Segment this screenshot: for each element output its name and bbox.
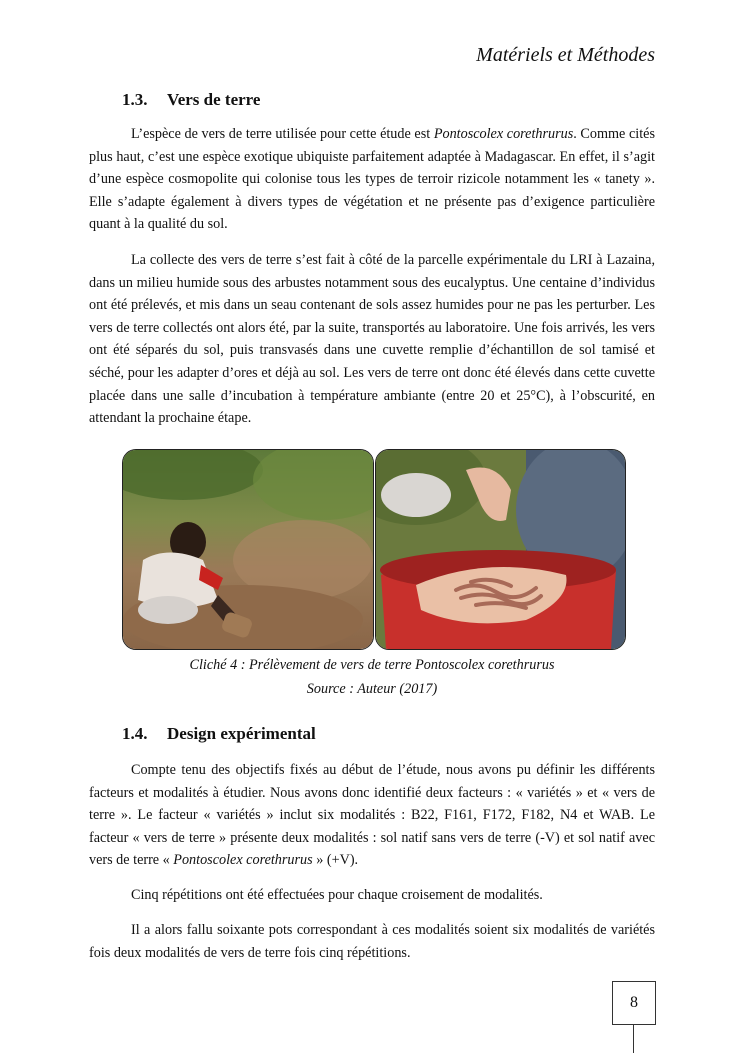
- photo-digging: [122, 449, 374, 650]
- text-run: L’espèce de vers de terre utilisée pour cette étude est: [131, 126, 434, 142]
- species-name: Pontoscolex corethrurus: [173, 852, 313, 869]
- section-heading-1-3: [122, 90, 260, 110]
- species-name: Pontoscolex corethrurus: [433, 126, 574, 142]
- running-header: Matériels et Méthodes: [476, 44, 655, 66]
- text-run: » (+V).: [312, 852, 359, 869]
- paragraph-1-4-factors: [89, 759, 655, 872]
- photo-worms-in-hand: [375, 449, 626, 650]
- text-run: Compte tenu des objectifs fixés au début de l’étude, nous avons pu définir les différents facteurs et modalités à étudier. Nous avons donc identifié deux facteurs : « variétés » et « vers de terre ». Le facteur « variétés » inclut six modalités : B22, F161, F172, F182, N4 et WAB. Le facteur « vers de terre » présente deux modalités : sol natif sans vers de terre (-V) et sol natif avec vers de terre «: [89, 762, 655, 869]
- paragraph-1-3-intro: [89, 123, 655, 236]
- section-number: 1.3.: [122, 90, 148, 109]
- figure-caption: Cliché 4 : Prélèvement de vers de terre Pontoscolex corethrurus: [189, 657, 555, 673]
- paragraph-1-4-pots: Il a alors fallu soixante pots correspondant à ces modalités soient six modalités de variétés fois deux modalités de vers de terre fois cinq répétitions.: [89, 922, 655, 961]
- figure-source: Source : Auteur (2017): [306, 681, 438, 697]
- section-title: Vers de terre: [167, 90, 261, 109]
- page-number-line: [633, 1024, 634, 1053]
- section-title: Design expérimental: [167, 724, 316, 743]
- text-run: . Comme cités plus haut, c’est une espèce exotique ubiquiste parfaitement adaptée à Madagascar. En effet, il s’agit d’une espèce cosmopolite qui colonise tous les types de terroir rizicole notamment les « tanety ». Elle s’adapte également à divers types de végétation et ne présente pas d’exigence particulière quant à la qualité du sol.: [89, 126, 655, 233]
- paragraph-1-4-replicates: Cinq répétitions ont été effectuées pour chaque croisement de modalités.: [131, 887, 543, 903]
- section-number: 1.4.: [122, 724, 148, 743]
- paragraph-1-3-collection: La collecte des vers de terre s’est fait à côté de la parcelle expérimentale du LRI à Lazaina, dans un milieu humide sous des arbustes notamment sous des eucalyptus. Une centaine d’individus ont été prélevés, et mis dans un seau contenant de sols assez humides pour ne pas les perturber. Les vers de terre collectés ont alors été, par la suite, transportés au laboratoire. Une fois arrivés, les vers ont été séparés du sol, puis transvasés dans une cuvette remplie d’échantillon de sol tamisé et séché, pour les adapter d’ores et déjà au sol. Les vers de terre ont donc été élevés dans cette cuvette placée dans une salle d’incubation à température ambiante (entre 20 et 25°C), à l’obscurité, en attendant la prochaine étape.: [89, 252, 655, 427]
- page-number: 8: [612, 981, 656, 1025]
- section-heading-1-4: [122, 724, 316, 744]
